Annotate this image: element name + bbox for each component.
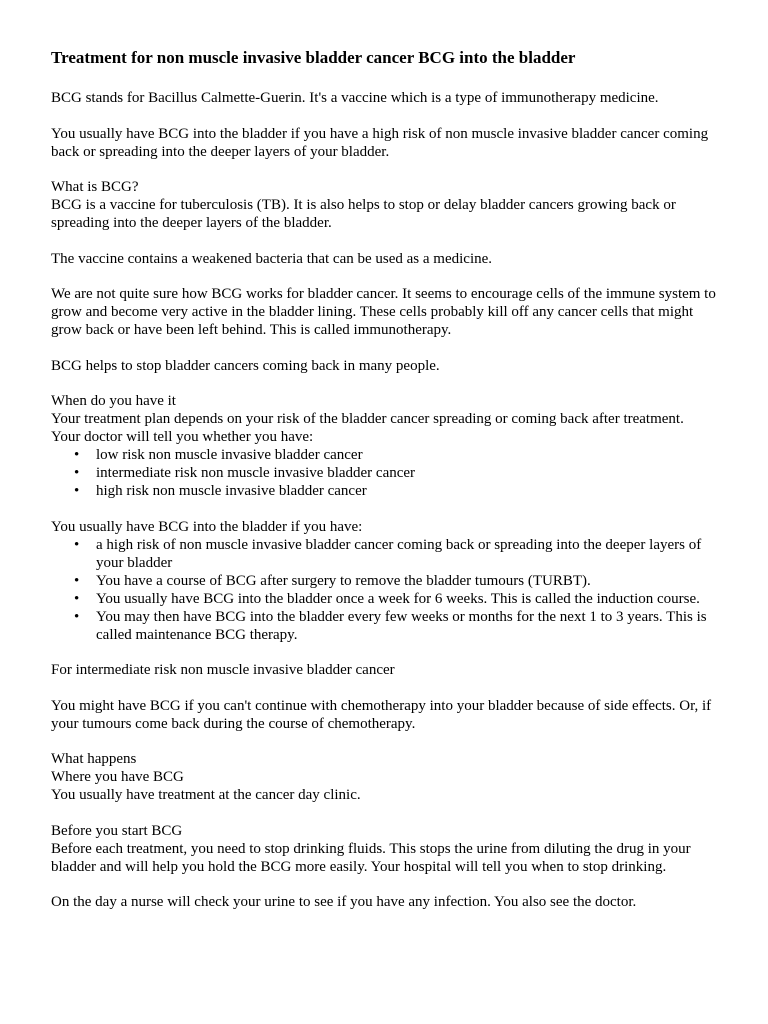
before-paragraph: Before each treatment, you need to stop drinking fluids. This stops the urine from diluting the drug in your bladder and will help you hold the BCG more easily. Your hospital will tell you when to stop drinking. — [51, 840, 691, 875]
risk-list — [51, 446, 717, 500]
intro-paragraph: BCG stands for Bacillus Calmette-Guerin. It's a vaccine which is a type of immunotherapy medicine. — [51, 90, 659, 106]
how-it-works-paragraph: We are not quite sure how BCG works for bladder cancer. It seems to encourage cells of the immune system to grow and become very active in the bladder lining. These cells probably kill off any cancer cells that might grow back or have been left behind. This is called immunotherapy. — [51, 286, 716, 338]
when-heading: When do you have it — [51, 393, 176, 409]
list-item — [74, 464, 717, 482]
list-item — [74, 446, 717, 464]
list-item-text: low risk non muscle invasive bladder cancer — [96, 447, 363, 463]
bullet-icon: • — [74, 572, 80, 589]
list-item — [74, 608, 717, 644]
page-title: Treatment for non muscle invasive bladder cancer BCG into the bladder — [51, 48, 576, 67]
bullet-icon: • — [74, 536, 80, 553]
usually-have-paragraph: You usually have BCG into the bladder if you have a high risk of non muscle invasive bladder cancer coming back or spreading into the deeper layers of your bladder. — [51, 125, 709, 160]
vaccine-contains-paragraph: The vaccine contains a weakened bacteria that can be used as a medicine. — [51, 250, 493, 267]
usually-if-intro: You usually have BCG into the bladder if you have: — [51, 518, 363, 535]
list-item — [74, 536, 717, 572]
list-item — [74, 590, 717, 608]
bullet-icon: • — [74, 590, 80, 607]
bullet-icon: • — [74, 465, 80, 481]
where-paragraph: You usually have treatment at the cancer day clinic. — [51, 787, 361, 803]
list-item-text: intermediate risk non muscle invasive bladder cancer — [96, 465, 416, 481]
what-happens-heading: What happens — [51, 751, 137, 767]
list-item-text: a high risk of non muscle invasive bladder cancer coming back or spreading into the deeper layers of your bladder — [96, 536, 702, 571]
what-is-paragraph: BCG is a vaccine for tuberculosis (TB). It is also helps to stop or delay bladder cancers growing back or spreading into the deeper layers of the bladder. — [51, 197, 676, 231]
when-paragraph-1: Your treatment plan depends on your risk of the bladder cancer spreading or coming back after treatment. — [51, 411, 684, 427]
usually-list — [51, 536, 717, 644]
list-item-text: high risk non muscle invasive bladder cancer — [96, 483, 367, 499]
list-item — [74, 572, 717, 590]
helps-stop-paragraph: BCG helps to stop bladder cancers coming back in many people. — [51, 357, 440, 374]
before-heading: Before you start BCG — [51, 822, 183, 839]
list-item-text: You may then have BCG into the bladder every few weeks or months for the next 1 to 3 years. This is called maintenance BCG therapy. — [96, 608, 707, 643]
list-item-text: You usually have BCG into the bladder once a week for 6 weeks. This is called the induction course. — [96, 590, 700, 607]
where-heading: Where you have BCG — [51, 769, 184, 785]
what-is-heading: What is BCG? — [51, 179, 139, 195]
intermediate-paragraph: You might have BCG if you can't continue with chemotherapy into your bladder because of side effects. Or, if your tumours come back during the course of chemotherapy. — [51, 697, 712, 732]
bullet-icon: • — [74, 447, 80, 463]
bullet-icon: • — [74, 608, 80, 625]
bullet-icon: • — [74, 483, 80, 499]
list-item — [74, 482, 717, 500]
when-paragraph-2: Your doctor will tell you whether you have: — [51, 429, 314, 445]
intermediate-heading: For intermediate risk non muscle invasive bladder cancer — [51, 662, 395, 678]
on-the-day-paragraph: On the day a nurse will check your urine to see if you have any infection. You also see the doctor. — [51, 894, 637, 910]
list-item-text: You have a course of BCG after surgery to remove the bladder tumours (TURBT). — [96, 572, 591, 589]
